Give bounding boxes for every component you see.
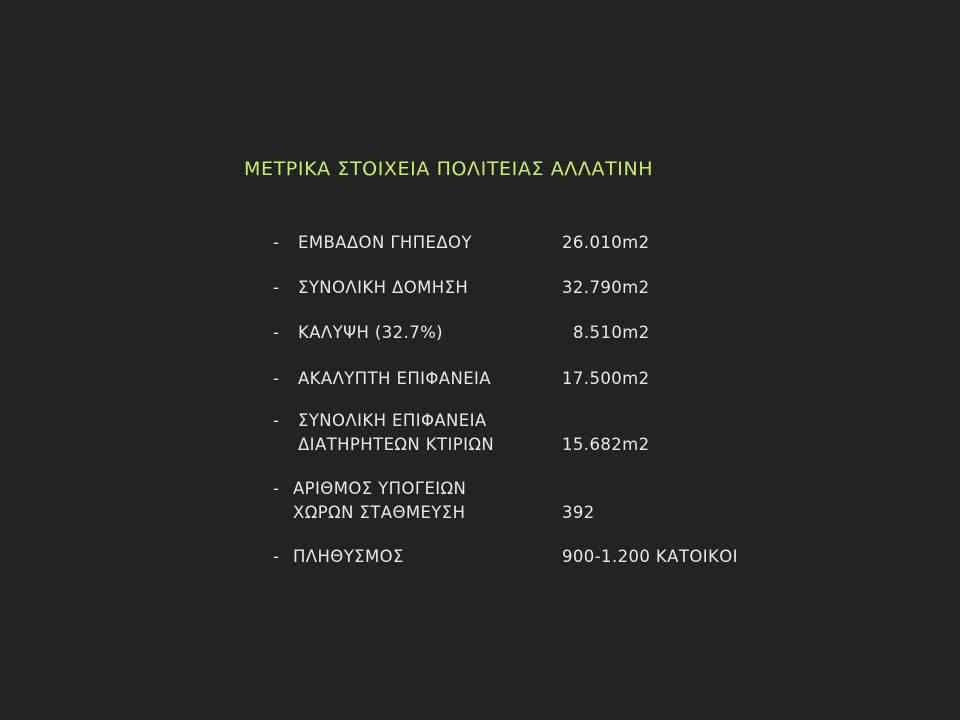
metric-label: ΚΑΛΥΨΗ (32.7%) — [298, 323, 444, 342]
metric-label: ΠΛΗΘΥΣΜΟΣ — [293, 547, 404, 566]
metric-value: 17.500m2 — [562, 369, 650, 388]
metric-label-line-1: ΑΡΙΘΜΟΣ ΥΠΟΓΕΙΩΝ — [293, 479, 467, 498]
metric-value: 8.510m2 — [573, 323, 650, 342]
metric-value: 392 — [562, 503, 595, 522]
metric-label-line-1: ΣΥΝΟΛΙΚΗ ΕΠΙΦΑΝΕΙΑ — [298, 411, 487, 430]
metric-label — [298, 409, 494, 457]
bullet-dash: - — [273, 369, 280, 388]
metric-label: ΑΚΑΛΥΠΤΗ ΕΠΙΦΑΝΕΙΑ — [298, 369, 491, 388]
bullet-dash: - — [273, 323, 280, 342]
slide-title: ΜΕΤΡΙΚΑ ΣΤΟΙΧΕΙΑ ΠΟΛΙΤΕΙΑΣ ΑΛΛΑΤΙΝΗ — [244, 158, 654, 180]
bullet-dash: - — [273, 278, 280, 297]
metric-value: 15.682m2 — [562, 435, 650, 454]
metric-label-line-2: ΧΩΡΩΝ ΣΤΑΘΜΕΥΣΗ — [293, 503, 466, 522]
bullet-dash: - — [273, 479, 280, 498]
metric-value: 26.010m2 — [562, 233, 650, 252]
metric-value: 900-1.200 ΚΑΤΟΙΚΟΙ — [562, 547, 738, 566]
metric-label: ΣΥΝΟΛΙΚΗ ΔΟΜΗΣΗ — [298, 278, 469, 297]
metric-label: ΕΜΒΑΔΟΝ ΓΗΠΕΔΟΥ — [298, 233, 472, 252]
bullet-dash: - — [273, 547, 280, 566]
metric-label-line-2: ΔΙΑΤΗΡΗΤΕΩΝ ΚΤΙΡΙΩΝ — [298, 435, 495, 454]
bullet-dash: - — [273, 411, 280, 430]
metric-label — [293, 477, 466, 525]
metric-value: 32.790m2 — [562, 278, 650, 297]
bullet-dash: - — [273, 233, 280, 252]
